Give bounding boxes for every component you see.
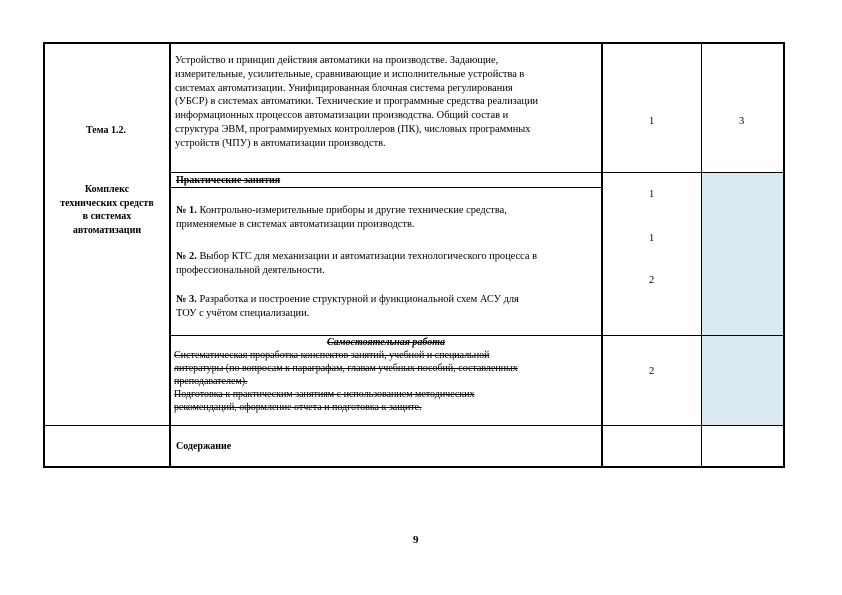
row1-line: измерительные, усилительные, сравнивающие и исполнительные устройства в [175,68,525,80]
topic-title-line: Комплекс [84,184,130,195]
row1-hours: 1 [649,116,655,127]
level-cell-shaded-practical [702,173,783,335]
content-label: Содержание [176,441,232,452]
row1-description [175,54,599,151]
row1-line: Устройство и принцип действия автоматики на производстве. Задающие, [175,55,499,66]
practical-hours-3: 2 [649,275,655,286]
practical-item-text: ТОУ с учётом специализации. [176,307,310,319]
practical-item-text: Выбор КТС для механизации и автоматизации технологического процесса в [196,251,537,262]
practical-item-number: № 2. [176,251,197,262]
row1-line: устройств (ЧПУ) в автоматизации производств. [175,137,386,149]
independent-description [174,349,600,414]
independent-line: рекомендаций, оформление отчета и подготовка к защите. [174,402,422,413]
topic-number: Тема 1.2. [86,125,126,136]
practical-item-number: № 1. [176,205,197,216]
row1-level: 3 [739,116,745,127]
row1-line: системах автоматизации. Унифицированная блочная система регулирования [175,82,513,94]
independent-line: Систематическая проработка конспектов занятий, учебной и специальной [174,350,490,361]
level-cell-shaded-independent [702,336,783,425]
practical-item-number: № 3. [176,294,197,305]
row1-line: информационных процессов автоматизации производства. Общий состав и [175,110,509,122]
topic-title [45,183,169,237]
practical-item-text: Контрольно-измерительные приборы и другие технические средства, [196,205,507,216]
practical-item-2 [176,250,600,278]
independent-line: литературы (по вопросам к параграфам, главам учебных пособий, составленных [174,363,518,374]
practical-heading: Практические занятия [176,175,281,186]
independent-line: преподавателем). [174,376,248,387]
practical-item-text: применяемые в системах автоматизации производств. [176,218,415,230]
practical-hours-2: 1 [649,233,655,244]
practical-item-text: Разработка и построение структурной и функциональной схем АСУ для [196,294,519,305]
practical-hours-1: 1 [649,189,655,200]
independent-hours: 2 [649,366,655,377]
page-number: 9 [413,534,419,546]
practical-item-3 [176,293,600,321]
independent-line: Подготовка к практическим занятиям с использованием методических [174,389,475,400]
topic-title-line: технических средств [60,197,154,209]
topic-title-line: автоматизации [72,224,142,236]
topic-title-line: в системах [82,211,132,223]
practical-item-text: профессиональной деятельности. [176,264,325,276]
independent-heading: Самостоятельная работа [326,337,446,348]
practical-item-1 [176,204,600,232]
row1-line: структура ЭВМ, программируемых контроллеров (ПК), числовых программных [175,123,531,135]
row1-line: (УБСР) в системах автоматики. Технические и программные средства реализации [175,96,539,108]
